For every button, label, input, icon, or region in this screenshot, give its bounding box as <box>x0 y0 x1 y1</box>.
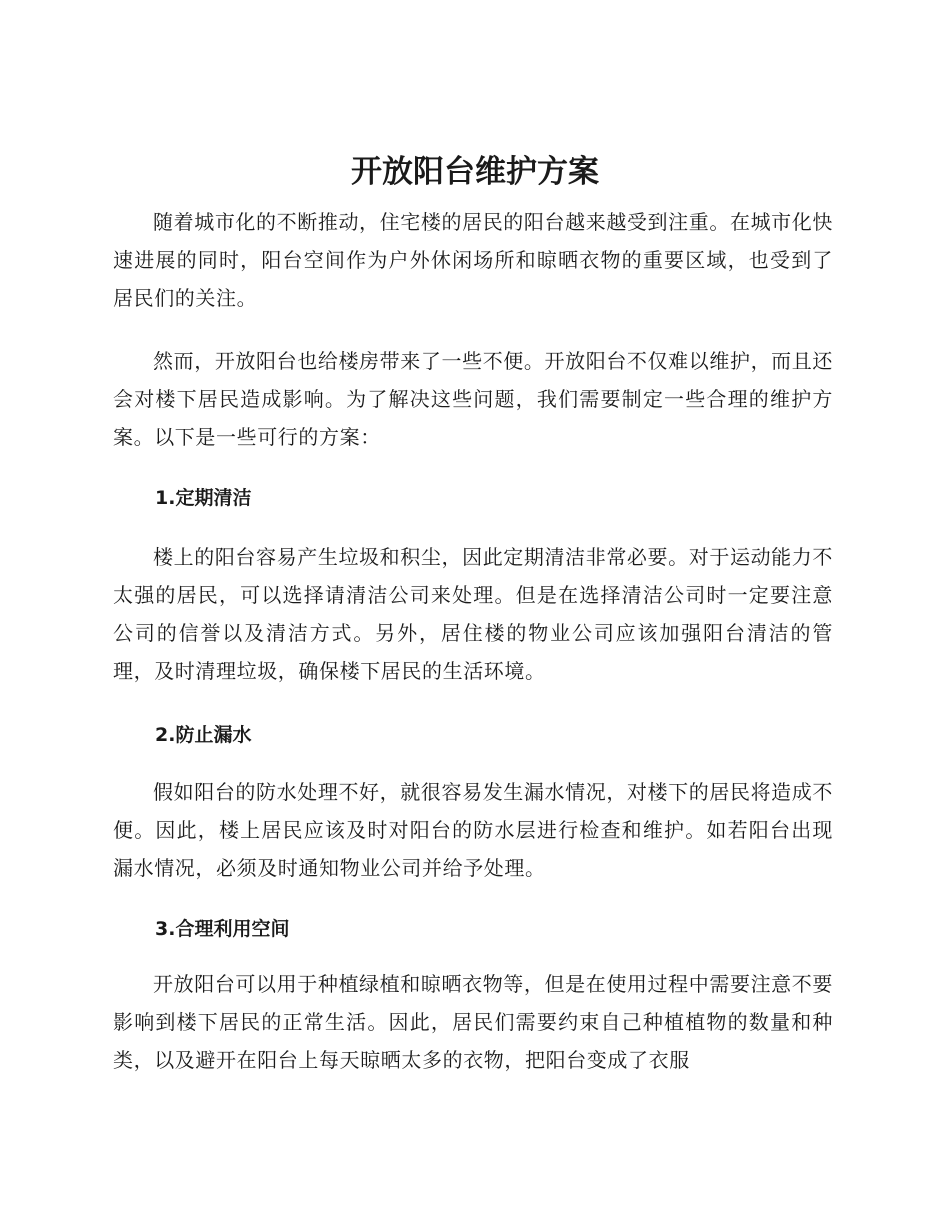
section-heading-1: 1.定期清洁 <box>155 487 252 509</box>
section-heading-2: 2.防止漏水 <box>155 724 252 746</box>
document-title: 开放阳台维护方案 <box>351 154 599 190</box>
section-body-3: 开放阳台可以用于种植绿植和晾晒衣物等，但是在使用过程中需要注意不要影响到楼下居民的正常生活。因此，居民们需要约束自己种植植物的数量和种类，以及避开在阳台上每天晾晒太多的衣物，把阳台变成了衣服 <box>113 972 833 1072</box>
section-body-1: 楼上的阳台容易产生垃圾和积尘，因此定期清洁非常必要。对于运动能力不太强的居民，可以选择请清洁公司来处理。但是在选择清洁公司时一定要注意公司的信誉以及清洁方式。另外，居住楼的物业公司应该加强阳台清洁的管理，及时清理垃圾，确保楼下居民的生活环境。 <box>113 545 833 683</box>
section-heading-3: 3.合理利用空间 <box>155 918 290 940</box>
intro-paragraph-2: 然而，开放阳台也给楼房带来了一些不便。开放阳台不仅难以维护，而且还会对楼下居民造成影响。为了解决这些问题，我们需要制定一些合理的维护方案。以下是一些可行的方案： <box>113 349 833 449</box>
section-body-2: 假如阳台的防水处理不好，就很容易发生漏水情况，对楼下的居民将造成不便。因此，楼上居民应该及时对阳台的防水层进行检查和维护。如若阳台出现漏水情况，必须及时通知物业公司并给予处理。 <box>113 780 833 880</box>
intro-paragraph-1: 随着城市化的不断推动，住宅楼的居民的阳台越来越受到注重。在城市化快速进展的同时，阳台空间作为户外休闲场所和晾晒衣物的重要区域，也受到了居民们的关注。 <box>113 210 833 310</box>
